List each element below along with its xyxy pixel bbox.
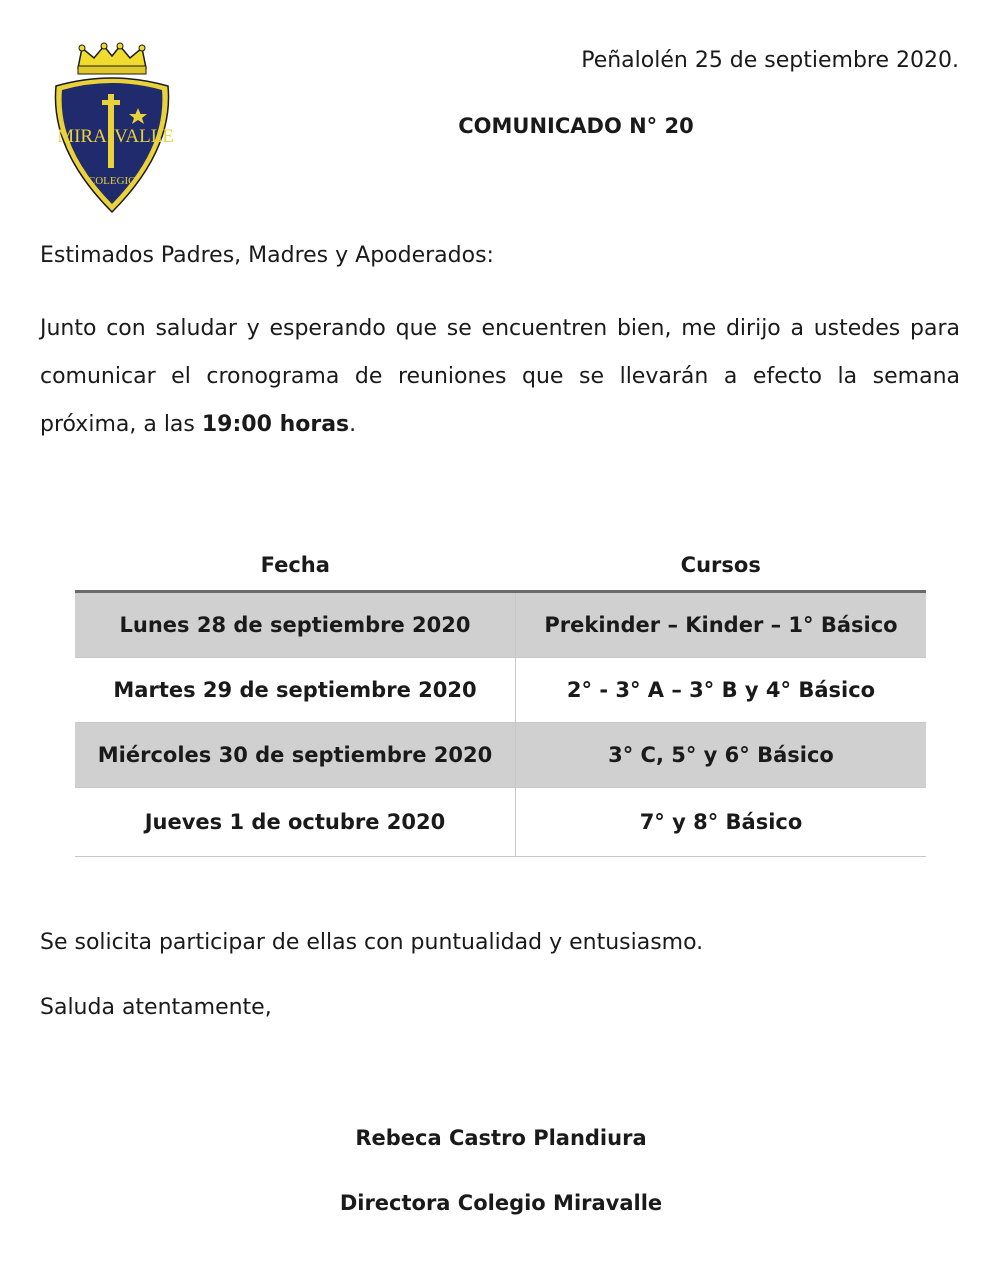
greeting: Estimados Padres, Madres y Apoderados:	[40, 243, 494, 268]
document-date: Peñalolén 25 de septiembre 2020.	[581, 48, 959, 73]
closing-request: Se solicita participar de ellas con puntualidad y entusiasmo.	[40, 930, 704, 955]
table-row	[75, 788, 926, 857]
intro-text: Junto con saludar y esperando que se encuentren bien, me dirijo a ustedes para comunicar el cronograma de reuniones que se llevarán a efecto la semana próxima, a las	[40, 316, 960, 437]
header-cursos: Cursos	[680, 553, 761, 577]
intro-paragraph	[40, 305, 960, 449]
table-row	[75, 592, 926, 658]
table-header-row	[75, 540, 926, 592]
header-fecha: Fecha	[260, 553, 330, 577]
svg-text:MIRA: MIRA	[57, 126, 107, 147]
row-courses: 7° y 8° Básico	[516, 788, 927, 857]
document-title: COMUNICADO N° 20	[458, 114, 694, 138]
svg-text:VALLE: VALLE	[114, 126, 174, 147]
signature-title: Directora Colegio Miravalle	[339, 1191, 663, 1215]
meeting-schedule-table	[75, 540, 926, 857]
meeting-time: 19:00 horas	[201, 412, 350, 437]
row-date: Miércoles 30 de septiembre 2020	[75, 723, 516, 788]
table-row	[75, 658, 926, 723]
row-courses: 2° - 3° A – 3° B y 4° Básico	[516, 658, 927, 723]
intro-end: .	[349, 412, 357, 437]
table-row	[75, 723, 926, 788]
signature-name: Rebeca Castro Plandiura	[355, 1126, 647, 1150]
row-date: Martes 29 de septiembre 2020	[75, 658, 516, 723]
row-courses: 3° C, 5° y 6° Básico	[516, 723, 927, 788]
crown-icon	[78, 43, 146, 74]
closing-salutation: Saluda atentamente,	[40, 995, 272, 1020]
row-date: Lunes 28 de septiembre 2020	[75, 592, 516, 658]
svg-text:COLEGIO: COLEGIO	[87, 175, 137, 187]
row-courses: Prekinder – Kinder – 1° Básico	[516, 592, 927, 658]
row-date: Jueves 1 de octubre 2020	[75, 788, 516, 857]
